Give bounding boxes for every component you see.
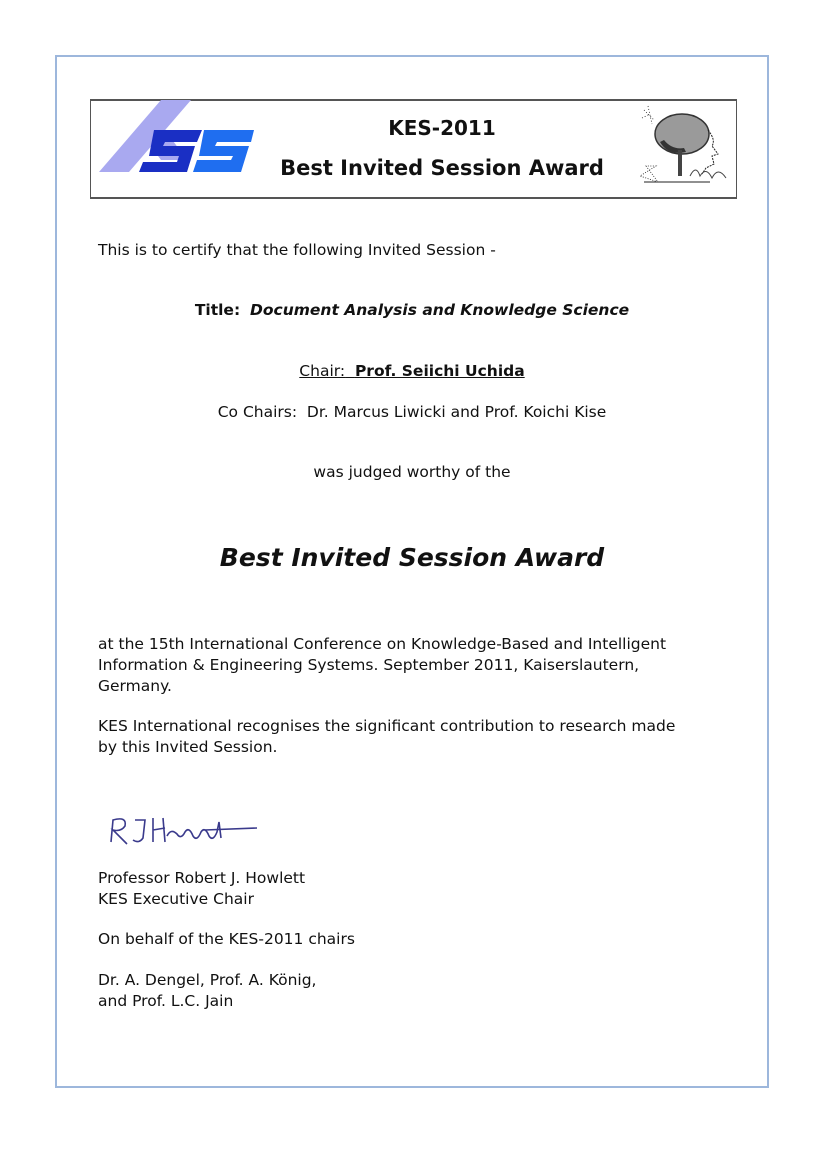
award-title: Best Invited Session Award: [219, 543, 605, 572]
signature-image: [105, 812, 265, 852]
recognition-line-2: by this Invited Session.: [98, 738, 278, 756]
judged-text: was judged worthy of the: [313, 463, 511, 481]
conference-line-2: Information & Engineering Systems. September 2011, Kaiserslautern,: [98, 656, 640, 674]
session-title: [55, 300, 769, 321]
session-chair: [55, 361, 769, 382]
kes-logo-icon: [99, 100, 254, 175]
event-title: KES-2011: [388, 116, 496, 140]
co-chairs: Co Chairs: Dr. Marcus Liwicki and Prof. Koichi Kise: [217, 403, 607, 421]
conference-line-3: Germany.: [98, 677, 172, 695]
signatory-role: KES Executive Chair: [98, 890, 254, 908]
brain-head-icon: [638, 104, 730, 186]
chair-label: Chair:: [299, 362, 346, 380]
title-value: Document Analysis and Knowledge Science: [250, 301, 630, 319]
conference-line-1: at the 15th International Conference on Knowledge-Based and Intelligent: [98, 635, 667, 653]
certify-intro: This is to certify that the following Invited Session -: [98, 241, 496, 259]
chair-value: Prof. Seiichi Uchida: [354, 362, 525, 380]
chairs-line-2: and Prof. L.C. Jain: [98, 992, 234, 1010]
award-header-title: Best Invited Session Award: [280, 156, 604, 180]
recognition-line-1: KES International recognises the significant contribution to research made: [98, 717, 676, 735]
on-behalf-text: On behalf of the KES-2011 chairs: [98, 930, 355, 948]
chairs-line-1: Dr. A. Dengel, Prof. A. König,: [98, 971, 317, 989]
signatory-name: Professor Robert J. Howlett: [98, 869, 306, 887]
title-label: Title:: [194, 301, 241, 319]
